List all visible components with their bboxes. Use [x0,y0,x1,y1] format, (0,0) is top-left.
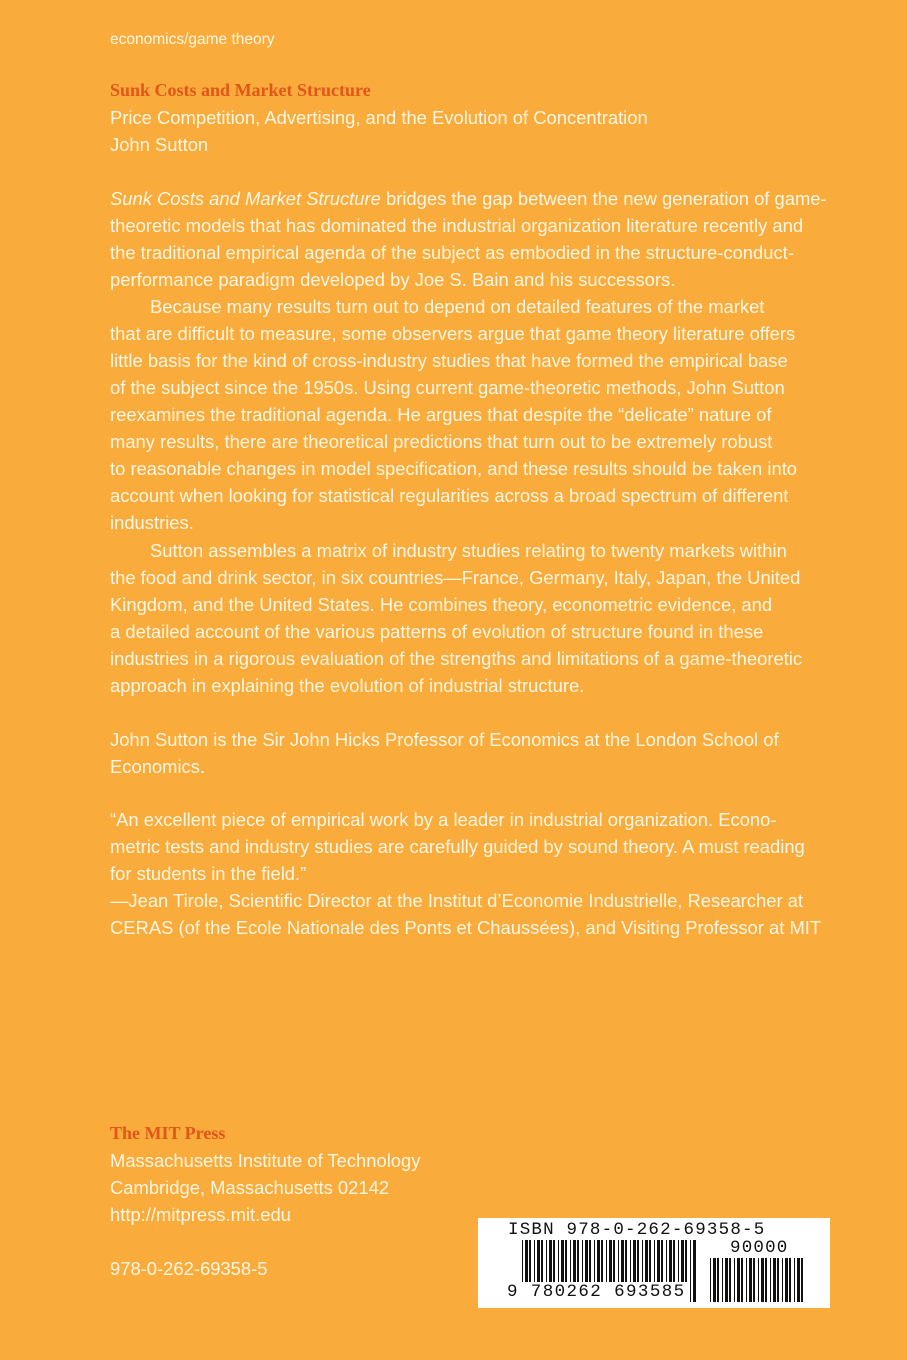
barcode-bar [761,1258,764,1302]
barcode-bar [753,1258,755,1302]
description-line: reexamines the traditional agenda. He argues that despite the “delicate” nature of [110,404,772,425]
barcode-bar [794,1258,795,1302]
book-author: John Sutton [110,134,209,155]
description-line: a detailed account of the various patterns of evolution of structure found in these [110,621,764,642]
barcode-bar [722,1258,723,1302]
review-quote-line: metric tests and industry studies are carefully guided by sound theory. A must reading [110,836,805,857]
barcode-bar [737,1258,740,1302]
barcode-bar [773,1258,776,1302]
book-subtitle: Price Competition, Advertising, and the Evolution of Concentration [110,107,648,128]
barcode-bar [765,1258,767,1302]
description-line [110,185,827,212]
description-line: Kingdom, and the United States. He combines theory, econometric evidence, and [110,594,773,615]
barcode-bar [801,1258,803,1302]
description-line: approach in explaining the evolution of industrial structure. [110,675,585,696]
publisher-city: Cambridge, Massachusetts 02142 [110,1177,390,1198]
description-line: many results, there are theoretical predictions that turn out to be extremely robust [110,431,773,452]
description-line: industries. [110,512,194,533]
author-bio-line: John Sutton is the Sir John Hicks Professor of Economics at the London School of [110,729,779,750]
description-line-text: bridges the gap between the new generation of game- [380,188,827,209]
barcode-bar [690,1240,691,1302]
barcode-bar [693,1240,696,1302]
description-line: that are difficult to measure, some observers argue that game theory literature offers [110,323,796,344]
description-line: Because many results turn out to depend on detailed features of the market [150,296,765,317]
barcode-bar [725,1258,728,1302]
description-line: Sutton assembles a matrix of industry studies relating to twenty markets within [150,540,787,561]
barcode-bar [741,1258,743,1302]
publisher-institute: Massachusetts Institute of Technology [110,1150,421,1171]
barcode-bar [734,1258,735,1302]
category-label: economics/game theory [110,31,275,48]
description-line: theoretic models that has dominated the industrial organization literature recently and [110,215,804,236]
description-line: the traditional empirical agenda of the subject as embodied in the structure-conduct- [110,242,794,263]
barcode-bar [746,1258,747,1302]
barcode-bar [782,1258,783,1302]
description-line: industries in a rigorous evaluation of the strengths and limitations of a game-theoretic [110,648,803,669]
description-line: to reasonable changes in model specification, and these results should be taken into [110,458,798,479]
isbn-number: 978-0-262-69358-5 [110,1258,268,1279]
barcode-isbn-label: ISBN 978-0-262-69358-5 [508,1220,766,1240]
publisher-url: http://mitpress.mit.edu [110,1204,291,1225]
barcode-bar [710,1258,711,1302]
description-line: account when looking for statistical regularities across a broad spectrum of different [110,485,789,506]
description-title-italic: Sunk Costs and Market Structure [110,188,381,209]
book-title: Sunk Costs and Market Structure [110,80,371,100]
barcode-bar [785,1258,788,1302]
barcode-bar [729,1258,731,1302]
author-bio-line: Economics. [110,756,206,777]
publisher-name: The MIT Press [110,1123,226,1143]
barcode-bar [797,1258,800,1302]
barcode-bar [789,1258,791,1302]
barcode-bar [749,1258,752,1302]
barcode-bar [758,1258,759,1302]
description-line: the food and drink sector, in six countries—France, Germany, Italy, Japan, the United [110,567,801,588]
barcode-bar [717,1258,719,1302]
barcode-addon-label: 90000 [730,1238,789,1258]
barcode-bar [777,1258,779,1302]
barcode-digits: 9 780262 693585 [507,1282,686,1302]
description-line: performance paradigm developed by Joe S. Bain and his successors. [110,269,676,290]
review-quote-line: for students in the field.” [110,863,307,884]
barcode-bar [713,1258,716,1302]
review-attribution-line: CERAS (of the Ecole Nationale des Ponts et Chaussées), and Visiting Professor at MIT [110,917,822,938]
description-line: little basis for the kind of cross-industry studies that have formed the empirical base [110,350,788,371]
barcode-bar [770,1258,771,1302]
review-quote-line: “An excellent piece of empirical work by a leader in industrial organization. Econo- [110,809,777,830]
description-line: of the subject since the 1950s. Using current game-theoretic methods, John Sutton [110,377,785,398]
isbn-barcode [478,1218,830,1308]
review-attribution-line: —Jean Tirole, Scientific Director at the Institut d’Economie Industrielle, Researcher at [110,890,804,911]
